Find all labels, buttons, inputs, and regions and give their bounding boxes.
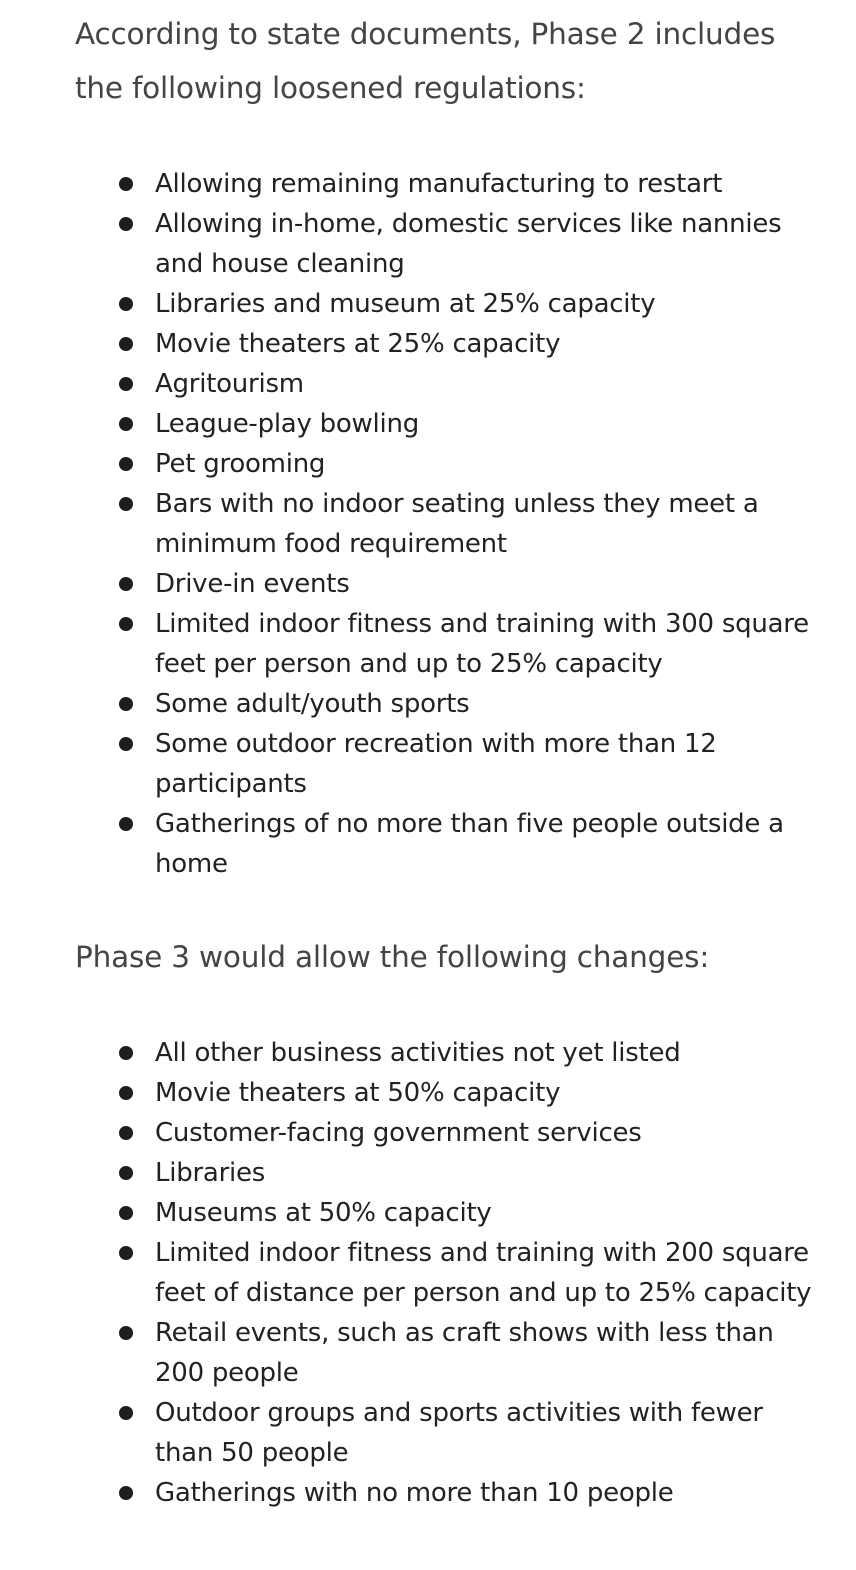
- list-item: [155, 684, 815, 724]
- list-item: [155, 324, 815, 364]
- bullet-icon: [119, 217, 133, 231]
- bullet-icon: [119, 457, 133, 471]
- list-item: [155, 1233, 815, 1313]
- bullet-icon: [119, 1486, 133, 1500]
- phase3-list: [155, 1033, 815, 1513]
- list-item: [155, 1153, 815, 1193]
- list-item-text: Allowing remaining manufacturing to restart: [155, 169, 723, 199]
- bullet-icon: [119, 377, 133, 391]
- list-item: [155, 444, 815, 484]
- bullet-icon: [119, 1326, 133, 1340]
- bullet-icon: [119, 1246, 133, 1260]
- list-item: [155, 1033, 815, 1073]
- list-item-text: Limited indoor fitness and training with 200 square feet of distance per person and up to 25% capacity: [155, 1238, 812, 1308]
- list-item-text: Allowing in-home, domestic services like nannies and house cleaning: [155, 209, 782, 279]
- list-item-text: Libraries and museum at 25% capacity: [155, 289, 656, 319]
- list-item: [155, 724, 815, 804]
- list-item-text: Libraries: [155, 1158, 266, 1188]
- bullet-icon: [119, 1126, 133, 1140]
- list-item-text: Movie theaters at 50% capacity: [155, 1078, 561, 1108]
- bullet-icon: [119, 337, 133, 351]
- list-item: [155, 1113, 815, 1153]
- list-item: [155, 284, 815, 324]
- list-item-text: Some outdoor recreation with more than 12 participants: [155, 729, 717, 799]
- list-item-text: Customer-facing government services: [155, 1118, 642, 1148]
- list-item-text: Agritourism: [155, 369, 304, 399]
- phase2-intro-paragraph: According to state documents, Phase 2 includes the following loosened regulations:: [75, 17, 776, 105]
- list-item-text: Bars with no indoor seating unless they meet a minimum food requirement: [155, 489, 759, 559]
- list-item: [155, 1073, 815, 1113]
- list-item-text: Retail events, such as craft shows with less than 200 people: [155, 1318, 774, 1388]
- list-item: [155, 1393, 815, 1473]
- phase2-list: [155, 164, 815, 884]
- bullet-icon: [119, 697, 133, 711]
- list-item: [155, 1473, 815, 1513]
- bullet-icon: [119, 617, 133, 631]
- bullet-icon: [119, 737, 133, 751]
- list-item-text: Limited indoor fitness and training with 300 square feet per person and up to 25% capacity: [155, 609, 809, 679]
- list-item-text: Gatherings of no more than five people outside a home: [155, 809, 784, 879]
- bullet-icon: [119, 577, 133, 591]
- phase3-intro-paragraph: Phase 3 would allow the following changes:: [75, 940, 710, 974]
- list-item: [155, 604, 815, 684]
- list-item-text: Some adult/youth sports: [155, 689, 470, 719]
- list-item: [155, 1193, 815, 1233]
- bullet-icon: [119, 297, 133, 311]
- bullet-icon: [119, 1206, 133, 1220]
- list-item: [155, 804, 815, 884]
- list-item-text: Pet grooming: [155, 449, 326, 479]
- bullet-icon: [119, 417, 133, 431]
- bullet-icon: [119, 497, 133, 511]
- list-item-text: Movie theaters at 25% capacity: [155, 329, 561, 359]
- list-item-text: League-play bowling: [155, 409, 419, 439]
- list-item: [155, 484, 815, 564]
- list-item-text: Outdoor groups and sports activities with fewer than 50 people: [155, 1398, 763, 1468]
- bullet-icon: [119, 1166, 133, 1180]
- list-item: [155, 364, 815, 404]
- bullet-icon: [119, 177, 133, 191]
- bullet-icon: [119, 1086, 133, 1100]
- bullet-icon: [119, 1406, 133, 1420]
- bullet-icon: [119, 1046, 133, 1060]
- list-item-text: Drive-in events: [155, 569, 350, 599]
- list-item-text: All other business activities not yet listed: [155, 1038, 681, 1068]
- list-item: [155, 204, 815, 284]
- list-item: [155, 164, 815, 204]
- list-item: [155, 404, 815, 444]
- list-item-text: Gatherings with no more than 10 people: [155, 1478, 674, 1508]
- list-item-text: Museums at 50% capacity: [155, 1198, 492, 1228]
- bullet-icon: [119, 817, 133, 831]
- list-item: [155, 1313, 815, 1393]
- list-item: [155, 564, 815, 604]
